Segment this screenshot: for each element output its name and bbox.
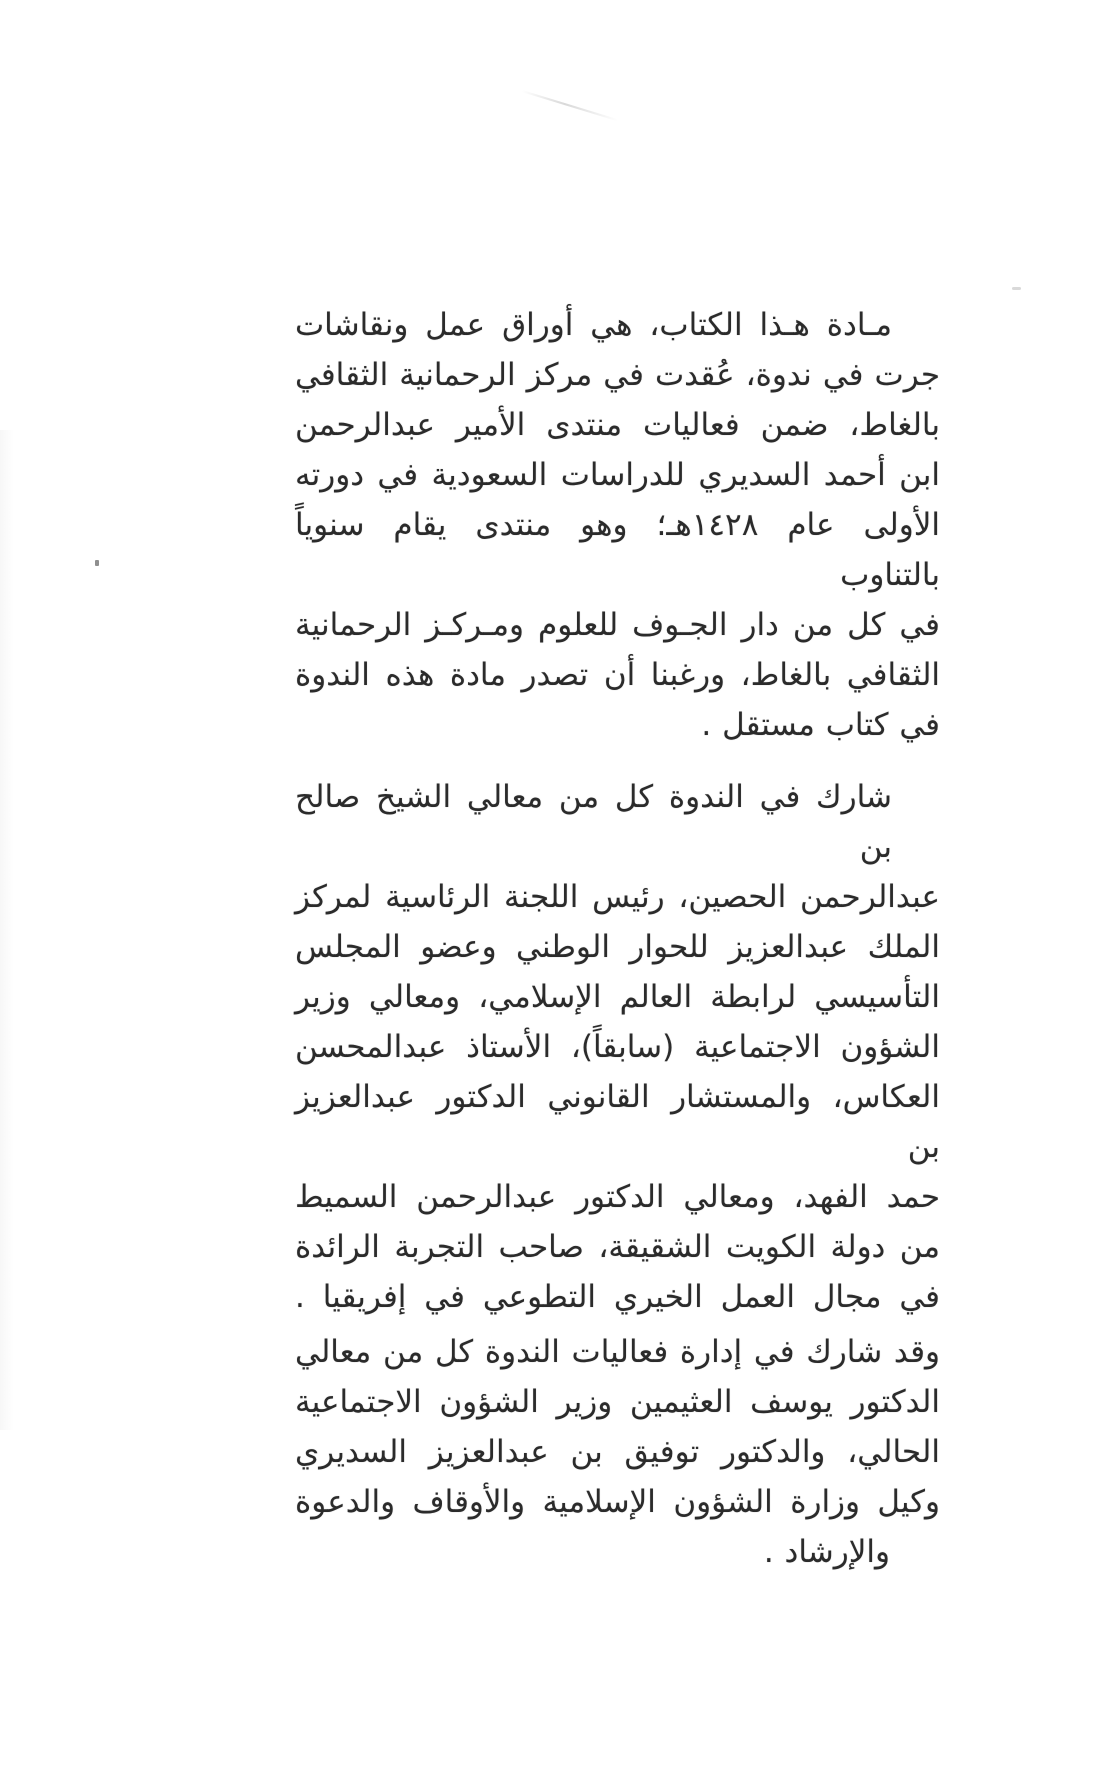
text-line: الحالي، والدكتور توفيق بن عبدالعزيز السديري [295, 1434, 940, 1470]
scan-edge-shadow [0, 430, 14, 1430]
text-line: في كل من دار الجـوف للعلوم ومـركـز الرحمانية [295, 607, 940, 643]
text-line: التأسيسي لرابطة العالم الإسلامي، ومعالي وزير [295, 979, 940, 1015]
text-line: عبدالرحمن الحصين، رئيس اللجنة الرئاسية لمركز [295, 879, 940, 915]
text-line: وقد شارك في إدارة فعاليات الندوة كل من معالي [295, 1334, 940, 1370]
text-line: الملك عبدالعزيز للحوار الوطني وعضو المجلس [295, 929, 940, 965]
paragraph-participants [295, 772, 940, 1322]
text-line: العكاس، والمستشار القانوني الدكتور عبدالعزيز بن [295, 1079, 940, 1165]
text-line: من دولة الكويت الشقيقة، صاحب التجربة الرائدة [295, 1229, 940, 1265]
text-line: مـادة هـذا الكتاب، هي أوراق عمل ونقاشات [295, 307, 892, 343]
text-line: في كتاب مستقل . [701, 707, 940, 743]
text-line: الثقافي بالغاط، ورغبنا أن تصدر مادة هذه الندوة [295, 657, 940, 693]
text-line: الشؤون الاجتماعية (سابقاً)، الأستاذ عبدالمحسن [295, 1029, 940, 1065]
text-line: شارك في الندوة كل من معالي الشيخ صالح بن [295, 779, 892, 865]
text-line: جرت في ندوة، عُقدت في مركز الرحمانية الثقافي [295, 357, 940, 393]
text-line: في مجال العمل الخيري التطوعي في إفريقيا . [295, 1279, 940, 1315]
page-text-block [295, 300, 940, 1577]
paragraph-moderators [295, 1327, 940, 1577]
paragraph-intro [295, 300, 940, 750]
text-line: الأولى عام ١٤٢٨هـ؛ وهو منتدى يقام سنوياً بالتناوب [295, 507, 940, 593]
text-line: ابن أحمد السديري للدراسات السعودية في دورته [295, 457, 940, 493]
text-line: الدكتور يوسف العثيمين وزير الشؤون الاجتماعية [295, 1384, 940, 1420]
text-line: وكيل وزارة الشؤون الإسلامية والأوقاف والدعوة [295, 1484, 940, 1520]
text-line: حمد الفهد، ومعالي الدكتور عبدالرحمن السميط [295, 1179, 940, 1215]
scan-dash-artifact [1012, 287, 1021, 290]
scan-speck-artifact [95, 560, 99, 566]
text-line: بالغاط، ضمن فعاليات منتدى الأمير عبدالرحمن [295, 407, 940, 443]
text-line: والإرشاد . [763, 1534, 890, 1570]
scan-streak-artifact [522, 90, 618, 121]
